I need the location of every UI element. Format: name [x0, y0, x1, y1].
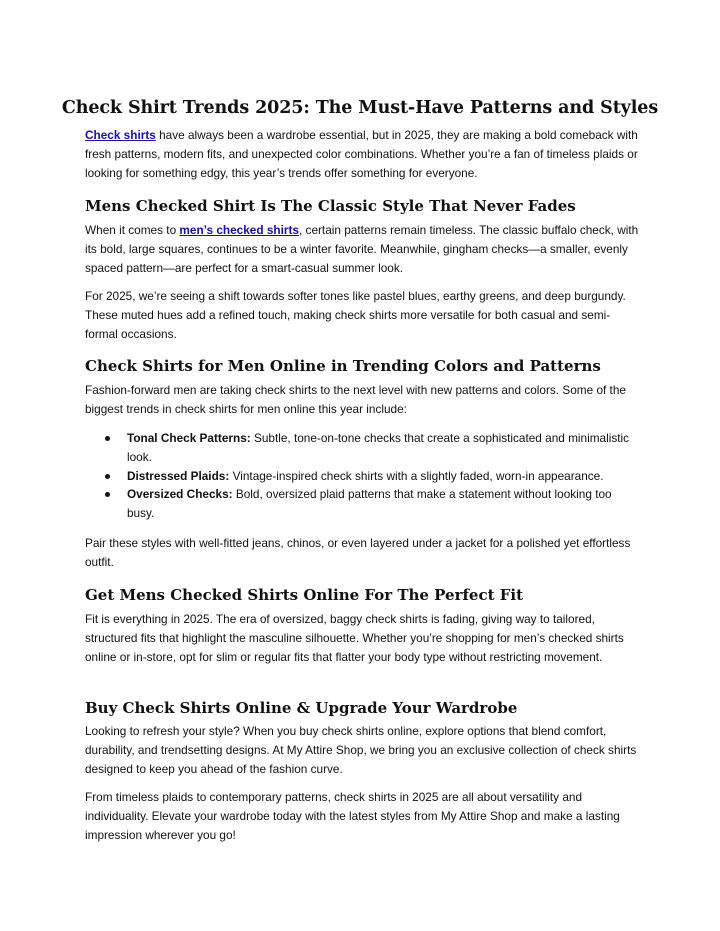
list-item-label: Tonal Check Patterns: [127, 431, 251, 445]
section1-p1-before: When it comes to [85, 223, 180, 237]
section4-paragraph-1: Looking to refresh your style? When you buy check shirts online, explore options that blend comfort, durability, and trendsetting designs. At My Attire Shop, we bring you an exclusive collection of check shirts designed to keep you ahead of the fashion curve. [85, 724, 637, 776]
section1-p1-after: , certain patterns remain timeless. The classic buffalo check, with its bold, large squares, continues to be a winter favorite. Meanwhile, gingham checks—a smaller, evenly spaced pattern—are perfect for a smart-casual summer look. [85, 223, 639, 275]
list-item-text: Bold, oversized plaid patterns that make a statement without looking too busy. [127, 487, 612, 521]
list-item-label: Distressed Plaids: [127, 468, 230, 483]
section3-paragraph-1: Fit is everything in 2025. The era of oversized, baggy check shirts is fading, giving way to tailored, structured fits that highlight the masculine silhouette. Whether you’re shopping for men’s checked shirts online or in-store, opt for slim or regular fits that flatter your body type without restricting movement. [85, 612, 624, 664]
bullet-icon [105, 492, 110, 497]
section4-paragraph-2: From timeless plaids to contemporary patterns, check shirts in 2025 are all about versatility and individuality. Elevate your wardrobe today with the latest styles from My Attire Shop and make a lasting impression wherever you go! [85, 790, 620, 842]
section4-heading: Buy Check Shirts Online & Upgrade Your Wardrobe [85, 699, 518, 717]
section3-heading: Get Mens Checked Shirts Online For The Perfect Fit [85, 586, 524, 604]
list-item-label: Oversized Checks: [127, 487, 233, 502]
trend-list [85, 429, 640, 523]
list-item [85, 429, 640, 467]
page-title: Check Shirt Trends 2025: The Must-Have Patterns and Styles [61, 98, 659, 118]
section2-paragraph-2: Pair these styles with well-fitted jeans, chinos, or even layered under a jacket for a polished yet effortless outfit. [85, 536, 631, 569]
section2-paragraph-1: Fashion-forward men are taking check shirts to the next level with new patterns and colors. Some of the biggest trends in check shirts for men online this year include: [85, 383, 626, 416]
section1-heading: Mens Checked Shirt Is The Classic Style That Never Fades [85, 197, 576, 215]
bullet-icon [105, 436, 110, 441]
bullet-icon [105, 474, 110, 479]
list-item-text: Subtle, tone-on-tone checks that create a sophisticated and minimalistic look. [127, 431, 630, 464]
mens-checked-shirts-link[interactable]: men’s checked shirts [179, 223, 299, 237]
list-item [85, 485, 640, 523]
section1-paragraph-1 [85, 221, 640, 277]
section2-heading: Check Shirts for Men Online in Trending Colors and Patterns [85, 357, 601, 375]
intro-paragraph [85, 126, 640, 182]
list-item [85, 467, 640, 486]
section1-paragraph-2: For 2025, we’re seeing a shift towards softer tones like pastel blues, earthy greens, and deep burgundy. These muted hues add a refined touch, making check shirts more versatile for both casual and semi-formal occasions. [85, 289, 626, 341]
intro-text: have always been a wardrobe essential, but in 2025, they are making a bold comeback with fresh patterns, modern fits, and unexpected color combinations. Whether you’re a fan of timeless plaids or looking for something edgy, this year’s trends offer something for everyone. [85, 128, 638, 180]
check-shirts-link[interactable]: Check shirts [85, 128, 156, 142]
list-item-text: Vintage-inspired check shirts with a slightly faded, worn-in appearance. [229, 468, 604, 483]
